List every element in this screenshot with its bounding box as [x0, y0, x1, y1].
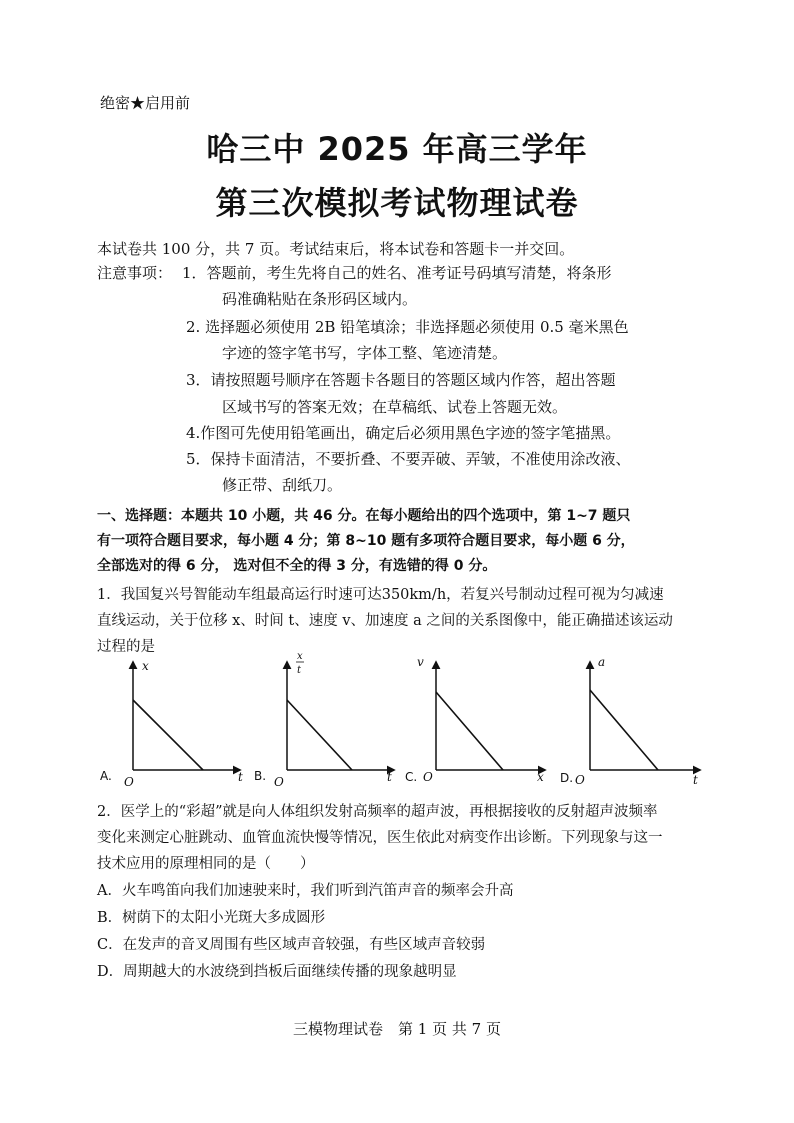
- note-4a: 4.作图可先使用铅笔画出，确定后必须用黑色字迹的签字笔描黑。: [186, 424, 621, 442]
- y-axis-label-numerator: x: [297, 651, 303, 662]
- intro-line: 本试卷共 100 分，共 7 页。考试结束后，将本试卷和答题卡一并交回。: [97, 240, 575, 258]
- section-header-line1: 一、选择题：本题共 10 小题，共 46 分。在每小题给出的四个选项中，第 1~7 题只: [97, 508, 631, 524]
- option-label: D.: [560, 771, 574, 785]
- y-axis-label-denominator: t: [297, 665, 302, 676]
- graph-option-a: [98, 648, 243, 793]
- x-axis-label: t: [238, 770, 243, 784]
- option-label: C.: [405, 770, 418, 784]
- q2-option-a: A．火车鸣笛向我们加速驶来时，我们听到汽笛声音的频率会升高: [97, 883, 514, 899]
- notes-label: 注意事项：: [97, 264, 173, 282]
- origin-label: O: [423, 770, 433, 784]
- q2-line1: 2．医学上的“彩超”就是向人体组织发射高频率的超声波，再根据接收的反射超声波频率: [97, 804, 658, 820]
- origin-label: O: [575, 773, 585, 787]
- graph-line: [133, 700, 203, 770]
- graph-line: [436, 692, 503, 770]
- note-1b: 码准确粘贴在条形码区域内。: [222, 290, 418, 308]
- confidential-mark: 绝密★启用前: [100, 94, 191, 112]
- q1-line3: 过程的是: [97, 639, 155, 655]
- option-label: B.: [254, 769, 267, 783]
- graph-option-d: [560, 648, 700, 793]
- page-footer: 三模物理试卷 第 1 页 共 7 页: [293, 1020, 501, 1038]
- note-5a: 5．保持卡面清洁，不要折叠、不要弄破、弄皱，不准使用涂改液、: [186, 450, 631, 468]
- note-2a: 2. 选择题必须使用 2B 铅笔填涂；非选择题必须使用 0.5 毫米黑色: [186, 318, 629, 336]
- option-label: A.: [100, 769, 112, 783]
- note-3b: 区域书写的答案无效；在草稿纸、试卷上答题无效。: [222, 398, 568, 416]
- origin-label: O: [274, 775, 284, 789]
- x-axis-label: t: [693, 773, 698, 787]
- q2-option-b: B．树荫下的太阳小光斑大多成圆形: [97, 910, 326, 926]
- q2-line3: 技术应用的原理相同的是（ ）: [97, 856, 315, 872]
- note-5b: 修正带、刮纸刀。: [222, 476, 343, 494]
- y-axis-label: a: [598, 655, 606, 669]
- graph-option-b: [252, 648, 392, 793]
- graph-line: [287, 700, 352, 770]
- y-axis-label: v: [417, 655, 424, 669]
- q1-line2: 直线运动，关于位移 x、时间 t、速度 v、加速度 a 之间的关系图像中，能正确描述该运动: [97, 613, 673, 629]
- origin-label: O: [124, 775, 134, 789]
- q2-option-c: C．在发声的音叉周围有些区域声音较强，有些区域声音较弱: [97, 937, 486, 953]
- x-axis-label: x: [537, 770, 544, 784]
- exam-title-line1: 哈三中 2025 年高三学年: [206, 130, 588, 168]
- section-header-line2: 有一项符合题目要求，每小题 4 分；第 8~10 题有多项符合题目要求，每小题 6 分，: [97, 533, 635, 549]
- q2-line2: 变化来测定心脏跳动、血管血流快慢等情况，医生依此对病变作出诊断。下列现象与这一: [97, 830, 663, 846]
- x-axis-label: t: [387, 770, 392, 784]
- section-header-line3: 全部选对的得 6 分， 选对但不全的得 3 分，有选错的得 0 分。: [97, 558, 497, 574]
- q1-line1: 1．我国复兴号智能动车组最高运行时速可达350km/h，若复兴号制动过程可视为匀减速: [97, 587, 664, 603]
- graph-line: [590, 690, 658, 770]
- y-axis-label: x: [142, 659, 149, 673]
- note-3a: 3．请按照题号顺序在答题卡各题目的答题区域内作答，超出答题: [186, 371, 616, 389]
- note-1a: 1．答题前，考生先将自己的姓名、准考证号码填写清楚，将条形: [182, 264, 612, 282]
- exam-title-line2: 第三次模拟考试物理试卷: [215, 184, 579, 222]
- q2-option-d: D．周期越大的水波绕到挡板后面继续传播的现象越明显: [97, 964, 457, 980]
- graph-option-c: [403, 648, 543, 793]
- note-2b: 字迹的签字笔书写，字体工整、笔迹清楚。: [222, 344, 508, 362]
